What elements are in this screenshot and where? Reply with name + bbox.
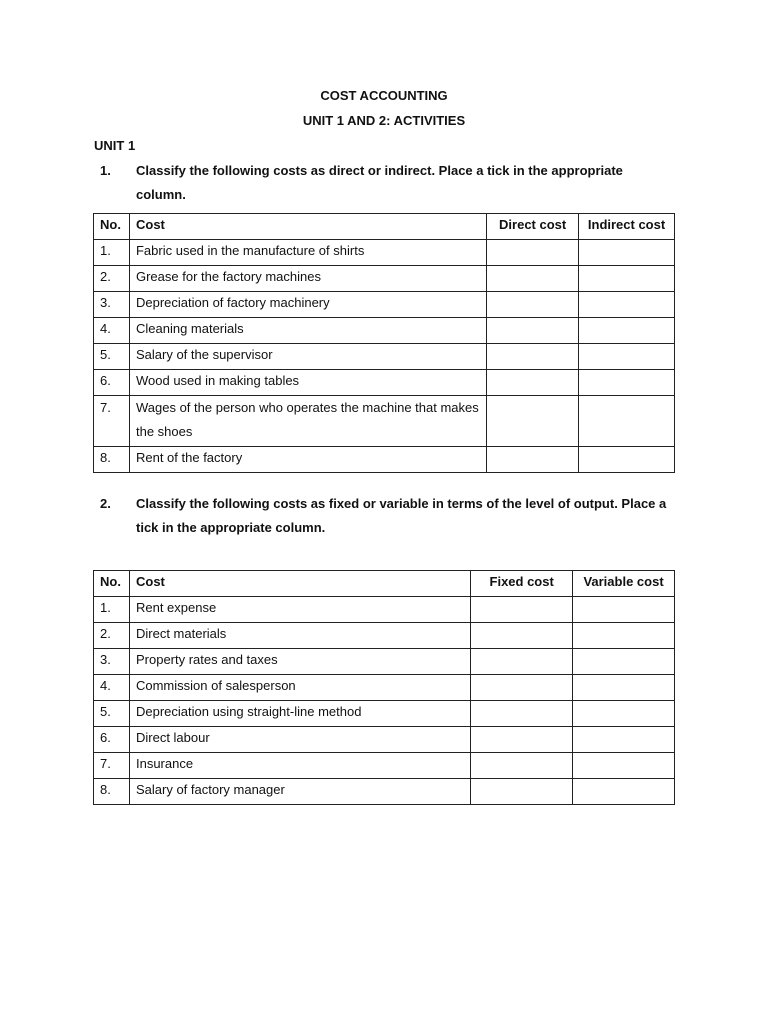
row-cost: Wages of the person who operates the machine that makes the shoes (129, 396, 486, 447)
indirect-cost-cell[interactable] (579, 292, 675, 318)
header-fixed-cost: Fixed cost (471, 571, 573, 597)
row-number: 6. (94, 370, 130, 396)
table-row (94, 779, 675, 805)
row-cost: Salary of the supervisor (129, 344, 486, 370)
row-number: 4. (94, 318, 130, 344)
indirect-cost-cell[interactable] (579, 447, 675, 473)
row-cost: Wood used in making tables (129, 370, 486, 396)
header-cost: Cost (129, 571, 470, 597)
table-row (94, 447, 675, 473)
table-row (94, 396, 675, 447)
page-title: COST ACCOUNTING (320, 88, 448, 103)
row-number: 5. (94, 344, 130, 370)
variable-cost-cell[interactable] (573, 701, 675, 727)
fixed-cost-cell[interactable] (471, 753, 573, 779)
table-row (94, 675, 675, 701)
row-number: 1. (94, 597, 130, 623)
variable-cost-cell[interactable] (573, 597, 675, 623)
table-row (94, 240, 675, 266)
table-row (94, 318, 675, 344)
fixed-cost-cell[interactable] (471, 649, 573, 675)
question-number: 1. (100, 163, 111, 178)
question-1 (100, 159, 700, 202)
question-number: 2. (100, 496, 111, 511)
indirect-cost-cell[interactable] (579, 370, 675, 396)
indirect-cost-cell[interactable] (579, 396, 675, 447)
question-text: Classify the following costs as direct or indirect. Place a tick in the appropriate column. (136, 163, 623, 202)
table-header-row (94, 214, 675, 240)
fixed-cost-cell[interactable] (471, 727, 573, 753)
variable-cost-cell[interactable] (573, 623, 675, 649)
row-number: 2. (94, 623, 130, 649)
row-cost: Direct labour (129, 727, 470, 753)
table-row (94, 623, 675, 649)
table-row (94, 753, 675, 779)
fixed-cost-cell[interactable] (471, 779, 573, 805)
table-row (94, 701, 675, 727)
fixed-cost-cell[interactable] (471, 701, 573, 727)
row-cost: Fabric used in the manufacture of shirts (129, 240, 486, 266)
variable-cost-cell[interactable] (573, 753, 675, 779)
row-cost: Depreciation using straight-line method (129, 701, 470, 727)
variable-cost-cell[interactable] (573, 727, 675, 753)
row-cost: Grease for the factory machines (129, 266, 486, 292)
header-direct-cost: Direct cost (487, 214, 579, 240)
row-number: 3. (94, 649, 130, 675)
fixed-variable-cost-table (93, 570, 675, 805)
indirect-cost-cell[interactable] (579, 344, 675, 370)
table-row (94, 266, 675, 292)
row-cost: Rent expense (129, 597, 470, 623)
header-no: No. (94, 214, 130, 240)
row-cost: Depreciation of factory machinery (129, 292, 486, 318)
header-cost: Cost (129, 214, 486, 240)
row-cost: Insurance (129, 753, 470, 779)
fixed-cost-cell[interactable] (471, 675, 573, 701)
question-2 (100, 492, 700, 540)
variable-cost-cell[interactable] (573, 649, 675, 675)
row-number: 2. (94, 266, 130, 292)
direct-cost-cell[interactable] (487, 344, 579, 370)
direct-cost-cell[interactable] (487, 370, 579, 396)
row-number: 5. (94, 701, 130, 727)
row-cost: Cleaning materials (129, 318, 486, 344)
header-no: No. (94, 571, 130, 597)
table-row (94, 370, 675, 396)
row-number: 8. (94, 447, 130, 473)
fixed-cost-cell[interactable] (471, 623, 573, 649)
row-number: 7. (94, 396, 130, 447)
row-number: 3. (94, 292, 130, 318)
table-header-row (94, 571, 675, 597)
row-cost: Property rates and taxes (129, 649, 470, 675)
row-number: 8. (94, 779, 130, 805)
variable-cost-cell[interactable] (573, 675, 675, 701)
table-row (94, 597, 675, 623)
table-row (94, 649, 675, 675)
direct-cost-cell[interactable] (487, 318, 579, 344)
table-row (94, 344, 675, 370)
row-cost: Rent of the factory (129, 447, 486, 473)
direct-indirect-cost-table (93, 213, 675, 473)
direct-cost-cell[interactable] (487, 266, 579, 292)
direct-cost-cell[interactable] (487, 396, 579, 447)
header-indirect-cost: Indirect cost (579, 214, 675, 240)
row-number: 7. (94, 753, 130, 779)
page-subtitle: UNIT 1 AND 2: ACTIVITIES (302, 113, 466, 128)
direct-cost-cell[interactable] (487, 240, 579, 266)
table-row (94, 292, 675, 318)
direct-cost-cell[interactable] (487, 447, 579, 473)
row-cost: Commission of salesperson (129, 675, 470, 701)
unit-heading: UNIT 1 (94, 138, 136, 153)
variable-cost-cell[interactable] (573, 779, 675, 805)
indirect-cost-cell[interactable] (579, 318, 675, 344)
fixed-cost-cell[interactable] (471, 597, 573, 623)
row-cost: Salary of factory manager (129, 779, 470, 805)
table-row (94, 727, 675, 753)
row-number: 1. (94, 240, 130, 266)
header-variable-cost: Variable cost (573, 571, 675, 597)
row-number: 6. (94, 727, 130, 753)
question-text: Classify the following costs as fixed or variable in terms of the level of output. Place a tick in the appropriate column. (136, 496, 667, 535)
row-cost: Direct materials (129, 623, 470, 649)
indirect-cost-cell[interactable] (579, 266, 675, 292)
row-number: 4. (94, 675, 130, 701)
direct-cost-cell[interactable] (487, 292, 579, 318)
indirect-cost-cell[interactable] (579, 240, 675, 266)
